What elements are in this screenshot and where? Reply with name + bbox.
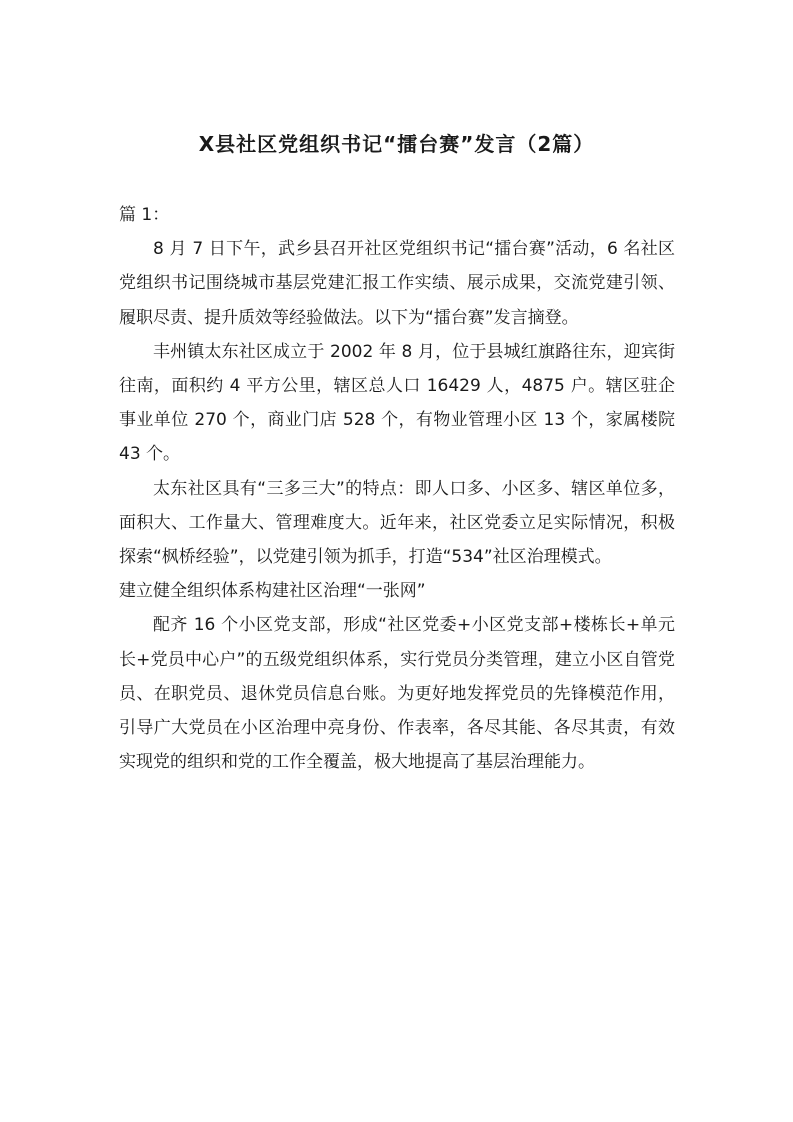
paragraph: 配齐 16 个小区党支部，形成“社区党委+小区党支部+楼栋长+单元长+党员中心户”的五级党组织体系，实行党员分类管理，建立小区自管党员、在职党员、退休党员信息台账。为更好地发挥党员的先锋模范作用，引导广大党员在小区治理中亮身份、作表率，各尽其能、各尽其责，有效实现党的组织和党的工作全覆盖，极大地提高了基层治理能力。 xyxy=(119,615,675,773)
document-body xyxy=(119,198,675,779)
paragraph: 8 月 7 日下午，武乡县召开社区党组织书记“擂台赛”活动，6 名社区党组织书记围绕城市基层党建汇报工作实绩、展示成果，交流党建引领、履职尽责、提升质效等经验做法。以下为“擂台赛”发言摘登。 xyxy=(119,239,675,328)
paragraph: 太东社区具有“三多三大”的特点：即人口多、小区多、辖区单位多，面积大、工作量大、管理难度大。近年来，社区党委立足实际情况，积极探索“枫桥经验”，以党建引领为抓手，打造“534”社区治理模式。 xyxy=(119,478,675,568)
section-label: 篇 1： xyxy=(119,205,170,225)
paragraph: 丰州镇太东社区成立于 2002 年 8 月，位于县城红旗路往东，迎宾街往南，面积约 4 平方公里，辖区总人口 16429 人，4875 户。辖区驻企事业单位 270 个，商业门店 528 个，有物业管理小区 13 个，家属楼院 43 个。 xyxy=(119,341,675,465)
section-heading: 建立健全组织体系构建社区治理“一张网” xyxy=(119,581,426,602)
document-title: X县社区党组织书记“擂台赛”发言（2篇） xyxy=(198,132,595,156)
